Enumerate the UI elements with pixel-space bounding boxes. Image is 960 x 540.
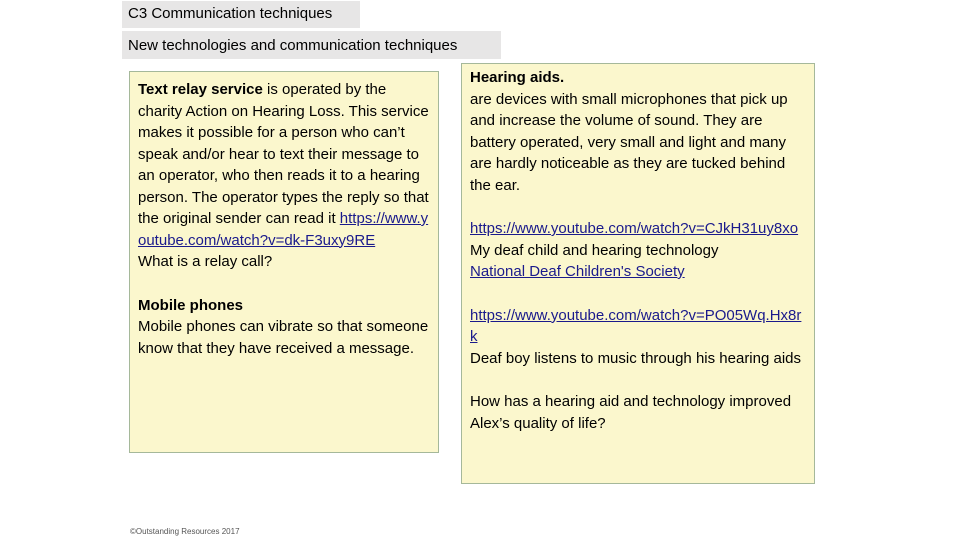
hearing-aids-description: are devices with small microphones that pick up and increase the volume of sound. They are battery operated, very small and light and many are hardly noticeable as they are tucked behind the ear. xyxy=(470,90,788,194)
relay-description: is operated by the charity Action on Hearing Loss. This service makes it possible for a person who can’t speak and/or hear to text their message to an operator, who then reads it to a hearing person. The operator types the reply so that the original sender can read it xyxy=(138,81,429,227)
hearing-tech-video-link[interactable]: https://www.youtube.com/watch?v=CJkH31uy8xo xyxy=(470,220,799,237)
music-video-title: Deaf boy listens to music through his hearing aids xyxy=(470,349,802,367)
hearing-tech-video-title: My deaf child and hearing technology xyxy=(470,241,719,259)
relay-heading: Text relay service xyxy=(138,81,263,98)
hearing-aids-heading: Hearing aids. xyxy=(470,69,565,86)
mobile-description: Mobile phones can vibrate so that someone know that they have received a message. xyxy=(138,318,429,357)
right-info-box xyxy=(461,63,815,484)
slide-subtitle: New technologies and communication techniques xyxy=(122,31,501,59)
relay-question: What is a relay call? xyxy=(138,253,273,270)
mobile-heading: Mobile phones xyxy=(138,296,243,314)
slide-title: C3 Communication techniques xyxy=(122,1,360,28)
hearing-aid-question: How has a hearing aid and technology improved Alex’s quality of life? xyxy=(470,393,792,432)
copyright-footer: ©Outstanding Resources 2017 xyxy=(130,527,240,536)
left-info-box xyxy=(129,71,439,453)
music-video-link[interactable]: https://www.youtube.com/watch?v=PO05Wq.Hx8rk xyxy=(470,306,802,345)
ndcs-link[interactable]: National Deaf Children's Society xyxy=(470,263,685,280)
relay-video-link[interactable]: https://www.youtube.com/watch?v=dk-F3uxy9RE xyxy=(138,210,429,249)
relay-paragraph xyxy=(138,79,430,251)
